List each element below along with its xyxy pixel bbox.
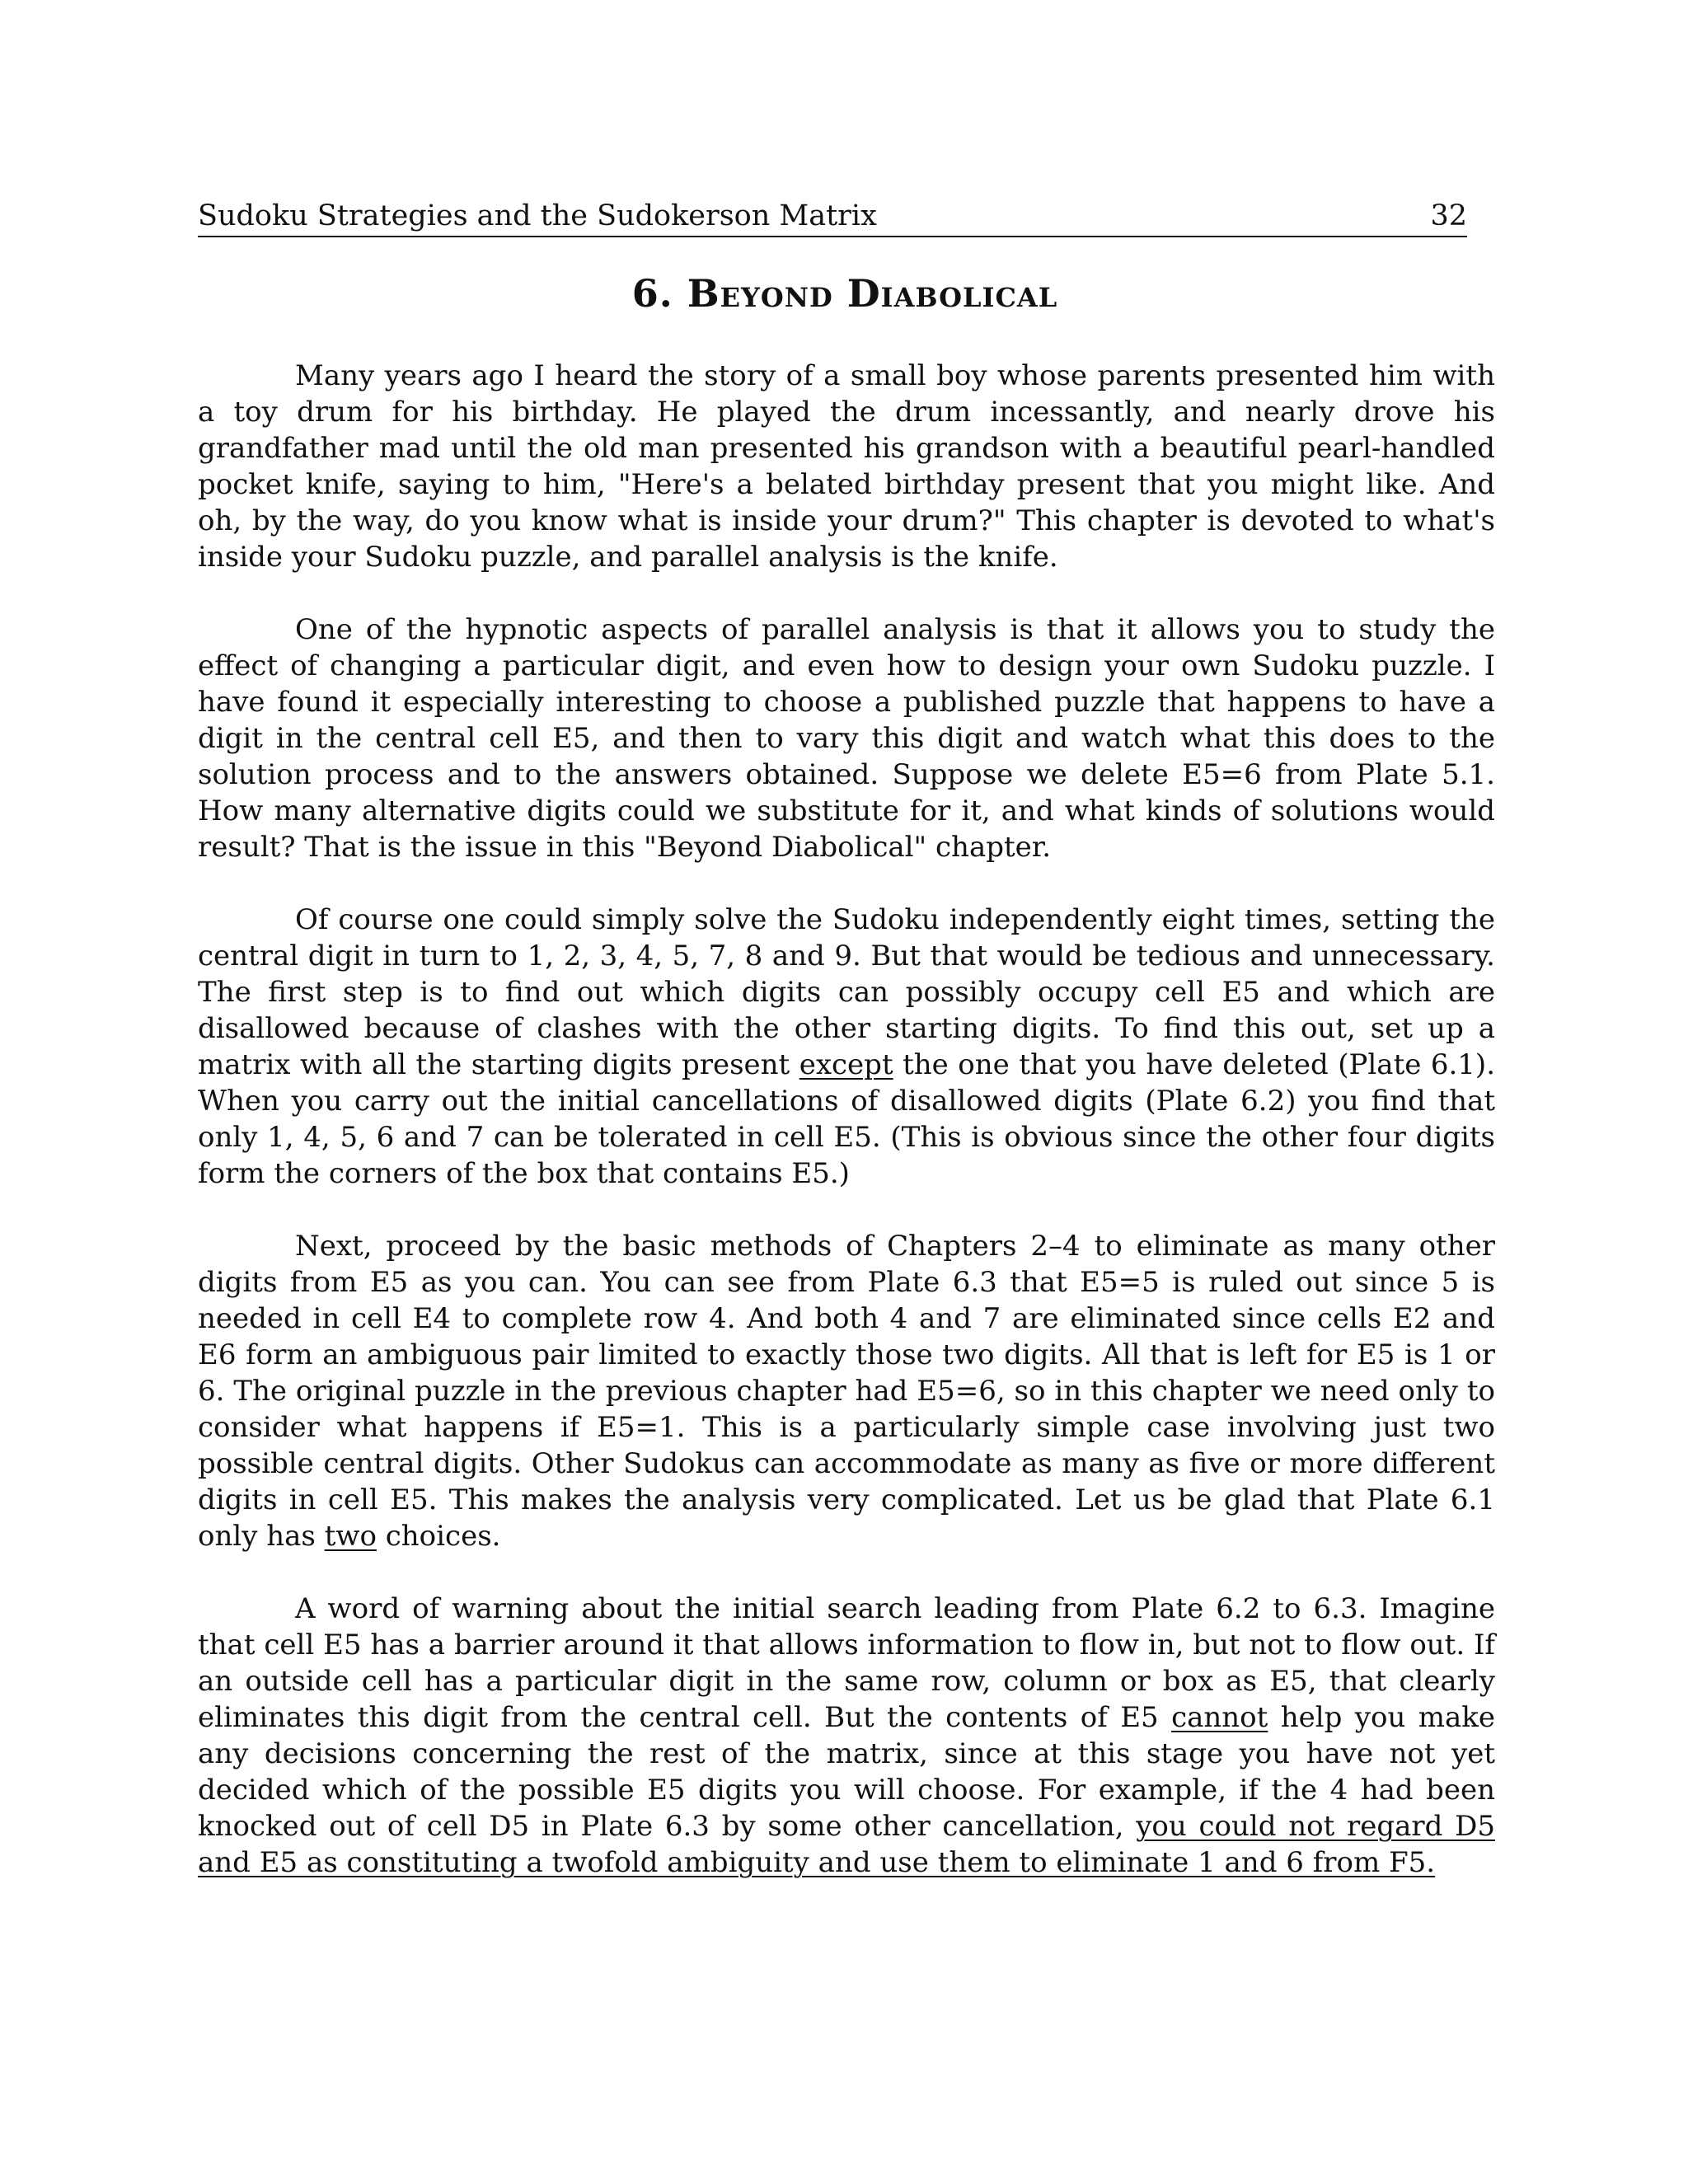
paragraph-text: the one that you have deleted (Plate 6.1). When you carry out the initial cancellations of disallowed digits (Plate 6.2) you find that only 1, 4, 5, 6 and 7 can be tolerated in cell E5. (This is obvious since the other four digits form the corners of the box that contains E5.) xyxy=(198,1048,1496,1190)
body-text xyxy=(198,358,1495,1881)
page-number: 32 xyxy=(1430,199,1467,232)
book-title: Sudoku Strategies and the Sudokerson Matrix xyxy=(198,199,877,232)
underlined-word: except xyxy=(799,1048,893,1081)
underlined-word: two xyxy=(324,1520,377,1553)
running-header xyxy=(198,196,1467,237)
paragraph-warning xyxy=(198,1591,1495,1881)
paragraph-basic-methods xyxy=(198,1228,1495,1554)
underlined-word: cannot xyxy=(1171,1701,1268,1734)
paragraph-text: Next, proceed by the basic methods of Chapters 2–4 to eliminate as many other digits from E5 as you can. You can see from Plate 6.3 that E5=5 is ruled out since 5 is needed in cell E4 to complete row 4. And both 4 and 7 are eliminated since cells E2 and E6 form an ambiguous pair limited to exactly those two digits. All that is left for E5 is 1 or 6. The original puzzle in the previous chapter had E5=6, so in this chapter we need only to consider what happens if E5=1. This is a particularly simple case involving just two possible central digits. Other Sudokus can accommodate as many as five or more different digits in cell E5. This makes the analysis very complicated. Let us be glad that Plate 6.1 only has xyxy=(198,1230,1495,1553)
paragraph-parallel-analysis: One of the hypnotic aspects of parallel analysis is that it allows you to study the effect of changing a particular digit, and even how to design your own Sudoku puzzle. I have found it especially interesting to choose a published puzzle that happens to have a digit in the central cell E5, and then to vary this digit and watch what this does to the solution process and to the answers obtained. Suppose we delete E5=6 from Plate 5.1. How many alternative digits could we substitute for it, and what kinds of solutions would result? That is the issue in this "Beyond Diabolical" chapter. xyxy=(198,613,1495,864)
paragraph-text: A word of warning about the initial search leading from Plate 6.2 to 6.3. Imagine that cell E5 has a barrier around it that allows information to flow in, but not to flow out. If an outside cell has a particular digit in the same row, column or box as E5, that clearly eliminates this digit from the central cell. But the contents of E5 xyxy=(198,1592,1495,1734)
underlined-sentence: you could not regard D5 and E5 as constituting a twofold ambiguity and use them to eliminate 1 and 6 from F5. xyxy=(198,1810,1495,1879)
paragraph-text: choices. xyxy=(376,1520,501,1553)
chapter-title: 6. Beyond Diabolical xyxy=(631,271,1058,316)
paragraph-solve-eight-times xyxy=(198,902,1495,1192)
paragraph-text: help you make any decisions concerning the rest of the matrix, since at this stage you have not yet decided which of the possible E5 digits you will choose. For example, if the 4 had been knocked out of cell D5 in Plate 6.3 by some other cancellation, xyxy=(198,1701,1496,1843)
paragraph-drum-story: Many years ago I heard the story of a small boy whose parents presented him with a toy drum for his birthday. He played the drum incessantly, and nearly drove his grandfather mad until the old man presented his grandson with a beautiful pearl-handled pocket knife, saying to him, "Here's a belated birthday present that you might like. And oh, by the way, do you know what is inside your drum?" This chapter is devoted to what's inside your Sudoku puzzle, and parallel analysis is the knife. xyxy=(198,359,1495,574)
paragraph-text: Of course one could simply solve the Sudoku independently eight times, setting the central digit in turn to 1, 2, 3, 4, 5, 7, 8 and 9. But that would be tedious and unnecessary. The first step is to find out which digits can possibly occupy cell E5 and which are disallowed because of clashes with the other starting digits. To find this out, set up a matrix with all the starting digits present xyxy=(198,903,1495,1081)
